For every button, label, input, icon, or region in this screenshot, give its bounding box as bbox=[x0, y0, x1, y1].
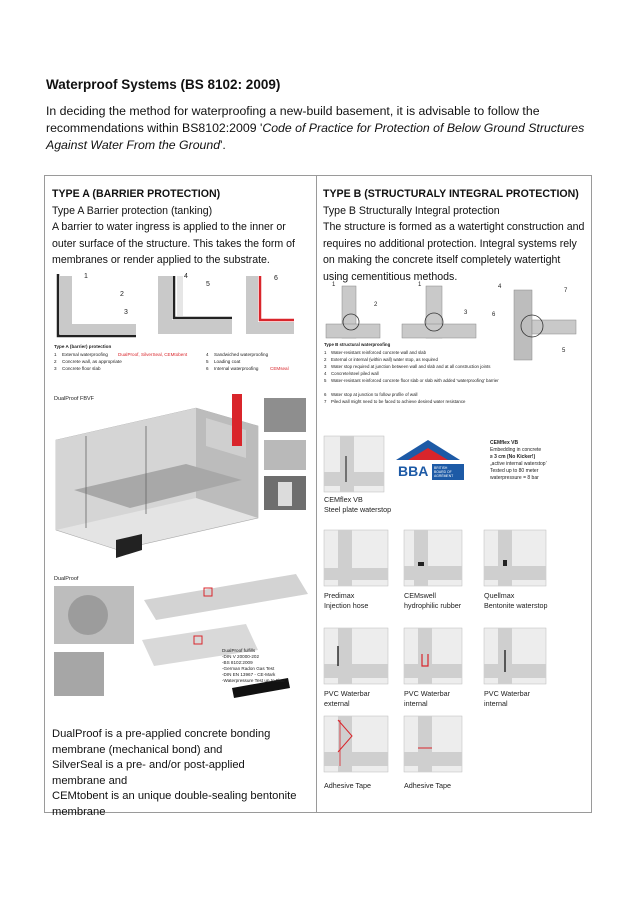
cemflex-caption bbox=[324, 495, 391, 514]
legend-text: Loading coat bbox=[214, 359, 241, 364]
product-label-fbvf: DualProof FBVF bbox=[54, 396, 95, 402]
fig-label: 1 bbox=[418, 282, 422, 288]
type-b-figures bbox=[318, 276, 588, 806]
intro-lead: In deciding the method for waterproofing a new-build basement, it is advisable to follow the recommendations within BS8102:2009 ' bbox=[46, 104, 540, 135]
detail-name: PVC Waterbar bbox=[404, 689, 451, 698]
detail-name: PVC Waterbar bbox=[324, 689, 371, 698]
detail-desc: Injection hose bbox=[324, 601, 369, 610]
legend-num: 4 bbox=[324, 371, 327, 376]
fig-label: 6 bbox=[274, 275, 278, 282]
note-line: ≥ 3 cm (No Kicker!) bbox=[490, 454, 536, 460]
detail-desc: Bentonite waterstop bbox=[484, 601, 548, 610]
type-a-figures bbox=[46, 268, 314, 723]
legend-num: 5 bbox=[206, 359, 209, 364]
fig-label: 2 bbox=[120, 291, 124, 298]
waterstop-row-3 bbox=[324, 716, 462, 772]
detail-name: PVC Waterbar bbox=[484, 689, 531, 698]
fulfils-line: DualProof fulfills bbox=[222, 648, 256, 653]
legend-text: Internal waterproofing bbox=[214, 366, 259, 371]
note-line: waterpressure = 8 bar bbox=[490, 475, 539, 481]
legend-num: 1 bbox=[324, 350, 327, 355]
legend-text: Concrete/steel piled wall bbox=[331, 371, 379, 376]
legend-text: Piled wall might need to be faced to achieve desired water resistance bbox=[331, 399, 466, 404]
legend-text: Sandwiched waterproofing bbox=[214, 352, 269, 357]
summary-line: SilverSeal is a pre- and/or post-applied bbox=[52, 759, 245, 771]
detail-photos bbox=[264, 398, 306, 510]
fig-label: 6 bbox=[492, 312, 496, 318]
waterstop-row-1 bbox=[324, 530, 546, 586]
waterstop-row-1-captions bbox=[324, 591, 548, 610]
type-b-legend bbox=[324, 342, 499, 404]
legend-num: 5 bbox=[324, 378, 327, 383]
fig-label: 2 bbox=[374, 302, 378, 308]
fulfils-line: -DIN EN 13967 - CE-Mark bbox=[222, 672, 276, 677]
intro-paragraph bbox=[46, 103, 606, 154]
bba-sub: AGRÉMENT bbox=[434, 474, 454, 478]
legend-brand: DualProof, SilverSeal, CEMtobent bbox=[118, 352, 188, 357]
page-title: Waterproof Systems (BS 8102: 2009) bbox=[46, 77, 281, 92]
legend-text: Concrete wall, as appropriate bbox=[62, 359, 122, 364]
cemflex-note bbox=[490, 440, 547, 481]
type-a-subheading: Type A Barrier protection (tanking) bbox=[52, 204, 213, 217]
fig-label: 4 bbox=[184, 273, 188, 280]
bba-logo bbox=[396, 440, 464, 480]
type-a-legend bbox=[54, 344, 289, 371]
detail-desc: Steel plate waterstop bbox=[324, 505, 392, 514]
fulfils-line: -BS 8102:2009 bbox=[222, 660, 253, 665]
legend-text: Concrete floor slab bbox=[62, 366, 101, 371]
bba-sub: BOARD OF bbox=[434, 470, 452, 474]
type-b-diagram-1 bbox=[326, 286, 380, 338]
legend-text: Water stop required at junction between wall and slab and at all construction joints bbox=[331, 364, 491, 369]
type-a-corner-diagram-3 bbox=[246, 276, 294, 334]
fig-label: 1 bbox=[332, 282, 336, 288]
type-a-corner-diagram-2 bbox=[158, 276, 232, 334]
column-divider bbox=[316, 175, 317, 813]
detail-name: Adhesive Tape bbox=[324, 781, 372, 790]
legend-text: Water-resistant reinforced concrete wall and slab bbox=[331, 350, 427, 355]
summary-line: CEMtobent is an unique double-sealing bentonite bbox=[52, 790, 297, 802]
legend-brand: CEMseal bbox=[270, 366, 289, 371]
legend-num: 2 bbox=[54, 359, 57, 364]
fulfils-line: -Waterpressure Test up to 5bar bbox=[222, 678, 286, 683]
type-b-subheading: Type B Structurally Integral protection bbox=[323, 204, 500, 217]
note-line: „active internal waterstop‘ bbox=[490, 461, 547, 467]
fig-label: 3 bbox=[464, 310, 468, 316]
type-b-diagram-3 bbox=[514, 290, 576, 360]
fig-label: 1 bbox=[84, 273, 88, 280]
type-a-body: A barrier to water ingress is applied to the inner or outer surface of the structure. This takes the form of membranes or render applied to the substrate. bbox=[52, 221, 295, 266]
type-a-legend-title: Type A (barrier) protection bbox=[54, 344, 112, 349]
summary-line: membrane (mechanical bond) and bbox=[52, 743, 223, 756]
type-b-heading: TYPE B (STRUCTURALY INTEGRAL PROTECTION) bbox=[323, 188, 579, 200]
basement-3d-render bbox=[56, 394, 258, 558]
intro-tail: '. bbox=[220, 138, 226, 152]
intro-code-title: Code of Practice for Protection of Below Ground Structures Against Water From the Ground bbox=[46, 121, 585, 152]
type-b-column bbox=[323, 186, 585, 285]
detail-name: CEMflex VB bbox=[324, 495, 363, 504]
fig-label: 7 bbox=[564, 288, 568, 294]
fulfils-line: -DIN V 20000-202 bbox=[222, 654, 260, 659]
type-a-summary bbox=[52, 727, 312, 820]
legend-num: 3 bbox=[54, 366, 57, 371]
type-a-column bbox=[52, 186, 310, 269]
summary-line: DualProof is a pre-applied concrete bonding bbox=[52, 728, 271, 740]
waterstop-row-2 bbox=[324, 628, 546, 684]
detail-name: CEMswell bbox=[404, 591, 436, 600]
detail-desc: external bbox=[324, 699, 350, 708]
detail-name: Predimax bbox=[324, 591, 355, 600]
legend-num: 1 bbox=[54, 352, 57, 357]
dualproof-fulfils-list bbox=[222, 648, 286, 683]
fig-label: 5 bbox=[206, 281, 210, 288]
summary-line: membrane and bbox=[52, 774, 128, 787]
note-line: Tested up to 80 meter bbox=[490, 468, 539, 474]
note-line: CEMflex VB bbox=[490, 440, 519, 446]
fig-label: 3 bbox=[124, 309, 128, 316]
detail-name: Adhesive Tape bbox=[404, 781, 452, 790]
cemflex-detail bbox=[324, 436, 384, 492]
fulfils-line: -German Radon Gas Test bbox=[222, 666, 275, 671]
type-b-legend-title: Type B structural waterproofing bbox=[324, 342, 391, 347]
fig-label: 4 bbox=[498, 284, 502, 290]
legend-text: External or internal (within wall) water stop, as required bbox=[331, 357, 438, 362]
legend-text: Water-resistant reinforced concrete floor slab or slab with added 'waterproofing' barrier bbox=[331, 378, 499, 383]
legend-num: 6 bbox=[324, 392, 327, 397]
bba-sub: BRITISH bbox=[434, 466, 448, 470]
detail-desc: internal bbox=[484, 699, 508, 708]
legend-num: 7 bbox=[324, 399, 327, 404]
legend-num: 3 bbox=[324, 364, 327, 369]
legend-num: 2 bbox=[324, 357, 327, 362]
detail-name: Quellmax bbox=[484, 591, 515, 600]
detail-desc: hydrophilic rubber bbox=[404, 601, 462, 610]
fig-label: 5 bbox=[562, 348, 566, 354]
bba-wordmark: BBA bbox=[398, 463, 429, 479]
waterstop-row-3-captions bbox=[324, 781, 451, 790]
legend-num: 6 bbox=[206, 366, 209, 371]
type-a-corner-diagram-1 bbox=[58, 274, 136, 336]
note-line: Embedding in concrete bbox=[490, 447, 542, 453]
type-b-body: The structure is formed as a watertight construction and requires no additional protection. Integral systems rely on making the concrete itself completely watertight using cementitious methods. bbox=[323, 221, 585, 283]
legend-num: 4 bbox=[206, 352, 209, 357]
detail-desc: internal bbox=[404, 699, 428, 708]
product-label-dualproof: DualProof bbox=[54, 576, 79, 582]
summary-line: membrane bbox=[52, 805, 106, 818]
legend-text: External waterproofing bbox=[62, 352, 108, 357]
type-a-heading: TYPE A (BARRIER PROTECTION) bbox=[52, 188, 221, 200]
legend-text: Water stop at junction to follow profile of wall bbox=[331, 392, 418, 397]
waterstop-row-2-captions bbox=[324, 689, 531, 708]
